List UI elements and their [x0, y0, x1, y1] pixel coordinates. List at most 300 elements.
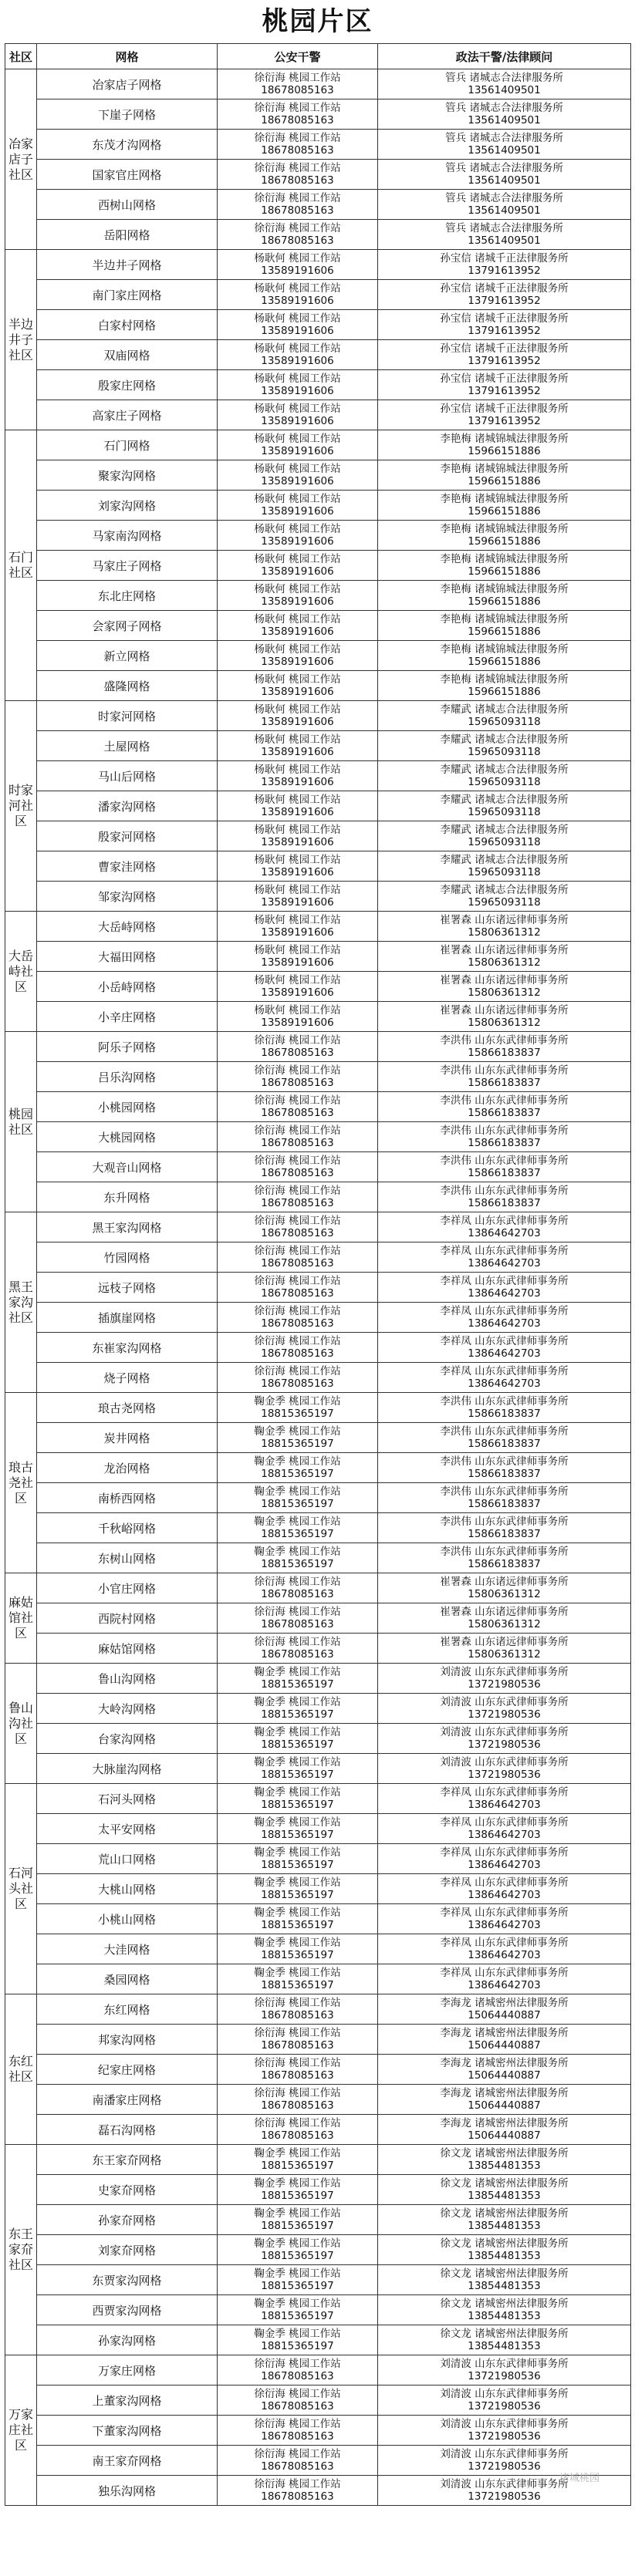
- legal-cell: [378, 99, 631, 130]
- table-row: [5, 1814, 631, 1844]
- table-row: [5, 2235, 631, 2265]
- police-cell: [218, 220, 378, 250]
- police-phone: 18678085163: [261, 1137, 334, 1149]
- legal-name: 孙宝信 诸城千正法律服务所: [440, 373, 569, 385]
- police-cell: [218, 2355, 378, 2385]
- grid-cell: 会家网子网格: [37, 611, 218, 641]
- police-phone: 18815365197: [261, 1859, 334, 1871]
- legal-name: 管兵 诸城志合法律服务所: [445, 222, 563, 234]
- police-name: 杨耿何 桃园工作站: [254, 733, 341, 746]
- police-cell: [218, 1242, 378, 1273]
- legal-phone: 15064440887: [468, 2009, 541, 2021]
- legal-name: 李海龙 诸城密州法律服务所: [440, 1997, 569, 2009]
- police-phone: 13589191606: [261, 686, 334, 698]
- police-name: 杨耿何 桃园工作站: [254, 252, 341, 265]
- police-cell: [218, 731, 378, 761]
- grid-cell: 台家沟网格: [37, 1724, 218, 1754]
- police-name: 徐衍海 桃园工作站: [254, 1245, 341, 1257]
- police-phone: 18678085163: [261, 204, 334, 217]
- legal-phone: 15966151886: [468, 505, 541, 518]
- legal-name: 李祥凤 山东东武律师事务所: [440, 1305, 569, 1317]
- legal-phone: 15866183837: [468, 1528, 541, 1540]
- legal-phone: 15064440887: [468, 2129, 541, 2142]
- police-phone: 18815365197: [261, 2250, 334, 2262]
- legal-name: 刘清波 山东东武律师事务所: [440, 2358, 569, 2370]
- legal-phone: 15965093118: [468, 896, 541, 909]
- legal-name: 李艳梅 诸城锦城法律服务所: [440, 553, 569, 565]
- community-cell: 冶家店子社区: [5, 69, 37, 250]
- police-name: 徐衍海 桃园工作站: [254, 132, 341, 144]
- police-cell: [218, 2385, 378, 2416]
- legal-name: 李艳梅 诸城锦城法律服务所: [440, 673, 569, 686]
- legal-cell: [378, 2355, 631, 2385]
- table-body: [5, 69, 631, 2506]
- police-phone: 18678085163: [261, 2460, 334, 2473]
- police-phone: 18815365197: [261, 2280, 334, 2292]
- police-name: 鞠金季 桃园工作站: [254, 1455, 341, 1468]
- legal-cell: [378, 340, 631, 370]
- table-header-row: [5, 44, 631, 69]
- header-community: 社区: [5, 44, 37, 69]
- police-name: 鞠金季 桃园工作站: [254, 1485, 341, 1498]
- legal-phone: 15965093118: [468, 746, 541, 758]
- police-phone: 18678085163: [261, 2099, 334, 2112]
- police-name: 杨耿何 桃园工作站: [254, 764, 341, 776]
- legal-phone: 13854481353: [468, 2250, 541, 2262]
- table-row: [5, 1062, 631, 1092]
- table-row: [5, 1182, 631, 1212]
- legal-phone: 15806361312: [468, 986, 541, 999]
- police-phone: 18815365197: [261, 1468, 334, 1480]
- table-row: [5, 1934, 631, 1964]
- legal-cell: [378, 491, 631, 521]
- police-cell: [218, 1122, 378, 1152]
- legal-name: 李艳梅 诸城锦城法律服务所: [440, 523, 569, 535]
- legal-name: 徐文龙 诸城密州法律服务所: [440, 2267, 569, 2280]
- community-cell: 时家河社区: [5, 701, 37, 912]
- legal-phone: 13864642703: [468, 1227, 541, 1239]
- police-name: 杨耿何 桃园工作站: [254, 944, 341, 956]
- legal-name: 李祥凤 山东东武律师事务所: [440, 1907, 569, 1919]
- police-cell: [218, 2055, 378, 2085]
- police-cell: [218, 521, 378, 551]
- table-row: [5, 1453, 631, 1483]
- police-name: 鞠金季 桃园工作站: [254, 1967, 341, 1979]
- legal-name: 徐文龙 诸城密州法律服务所: [440, 2237, 569, 2250]
- table-row: [5, 942, 631, 972]
- grid-cell: 西树山网格: [37, 190, 218, 220]
- police-phone: 18678085163: [261, 84, 334, 96]
- table-row: [5, 761, 631, 791]
- police-cell: [218, 1664, 378, 1694]
- legal-name: 李艳梅 诸城锦城法律服务所: [440, 463, 569, 475]
- police-phone: 13589191606: [261, 866, 334, 878]
- table-row: [5, 1032, 631, 1062]
- grid-cell: 南桥西网格: [37, 1483, 218, 1513]
- table-row: [5, 280, 631, 310]
- table-row: [5, 731, 631, 761]
- table-row: [5, 2476, 631, 2506]
- police-phone: 18815365197: [261, 1979, 334, 1991]
- legal-name: 徐文龙 诸城密州法律服务所: [440, 2207, 569, 2220]
- legal-name: 孙宝信 诸城千正法律服务所: [440, 403, 569, 415]
- grid-cell: 马家南沟网格: [37, 521, 218, 551]
- police-cell: [218, 1784, 378, 1814]
- table-row: [5, 1092, 631, 1122]
- grid-cell: 磊石沟网格: [37, 2115, 218, 2145]
- table-row: [5, 1393, 631, 1423]
- legal-cell: [378, 190, 631, 220]
- legal-name: 李海龙 诸城密州法律服务所: [440, 2117, 569, 2129]
- legal-phone: 15866183837: [468, 1167, 541, 1179]
- legal-cell: [378, 160, 631, 190]
- legal-name: 李祥凤 山东东武律师事务所: [440, 1215, 569, 1227]
- police-name: 杨耿何 桃园工作站: [254, 583, 341, 595]
- police-cell: [218, 160, 378, 190]
- police-phone: 18815365197: [261, 1678, 334, 1691]
- legal-name: 徐文龙 诸城密州法律服务所: [440, 2177, 569, 2190]
- police-cell: [218, 1423, 378, 1453]
- table-row: [5, 1634, 631, 1664]
- grid-cell: 西院村网格: [37, 1603, 218, 1634]
- community-cell: 万家庄社区: [5, 2355, 37, 2506]
- legal-phone: 15806361312: [468, 926, 541, 939]
- police-cell: [218, 671, 378, 701]
- table-row: [5, 1994, 631, 2025]
- table-row: [5, 1333, 631, 1363]
- grid-cell: 石河头网格: [37, 1784, 218, 1814]
- grid-cell: 半边井子网格: [37, 250, 218, 280]
- legal-cell: [378, 2385, 631, 2416]
- legal-cell: [378, 1724, 631, 1754]
- police-phone: 13589191606: [261, 265, 334, 277]
- grid-cell: 白家村网格: [37, 310, 218, 340]
- community-cell: 石河头社区: [5, 1784, 37, 1994]
- police-cell: [218, 400, 378, 430]
- grid-cell: 荒山口网格: [37, 1844, 218, 1874]
- legal-name: 李祥凤 山东东武律师事务所: [440, 1275, 569, 1287]
- police-phone: 18815365197: [261, 2220, 334, 2232]
- grid-cell: 大观音山网格: [37, 1152, 218, 1182]
- table-row: [5, 2205, 631, 2235]
- table-row: [5, 1573, 631, 1603]
- legal-phone: 15866183837: [468, 1468, 541, 1480]
- police-phone: 13589191606: [261, 956, 334, 969]
- police-cell: [218, 1453, 378, 1483]
- legal-name: 李耀武 诸城志合法律服务所: [440, 824, 569, 836]
- police-phone: 18815365197: [261, 1408, 334, 1420]
- police-phone: 18678085163: [261, 1047, 334, 1059]
- police-name: 鞠金季 桃园工作站: [254, 1937, 341, 1949]
- police-cell: [218, 942, 378, 972]
- grid-cell: 大脉崖沟网格: [37, 1754, 218, 1784]
- table-row: [5, 2085, 631, 2115]
- legal-phone: 15966151886: [468, 565, 541, 578]
- legal-cell: [378, 430, 631, 460]
- grid-cell: 曹家洼网格: [37, 851, 218, 882]
- table-row: [5, 2325, 631, 2355]
- police-cell: [218, 250, 378, 280]
- legal-cell: [378, 1603, 631, 1634]
- police-name: 徐衍海 桃园工作站: [254, 222, 341, 234]
- police-cell: [218, 1844, 378, 1874]
- police-phone: 13589191606: [261, 716, 334, 728]
- police-cell: [218, 1002, 378, 1032]
- community-cell: 琅古尧社区: [5, 1393, 37, 1573]
- legal-cell: [378, 280, 631, 310]
- table-row: [5, 2446, 631, 2476]
- legal-cell: [378, 611, 631, 641]
- table-row: [5, 2025, 631, 2055]
- police-name: 徐衍海 桃园工作站: [254, 1997, 341, 2009]
- police-cell: [218, 1754, 378, 1784]
- legal-phone: 13721980536: [468, 1678, 541, 1691]
- police-phone: 18678085163: [261, 2430, 334, 2443]
- police-cell: [218, 130, 378, 160]
- police-phone: 13589191606: [261, 986, 334, 999]
- grid-cell: 南王家夼网格: [37, 2446, 218, 2476]
- legal-name: 管兵 诸城志合法律服务所: [445, 132, 563, 144]
- legal-phone: 15966151886: [468, 625, 541, 638]
- legal-phone: 15965093118: [468, 866, 541, 878]
- police-name: 鞠金季 桃园工作站: [254, 1666, 341, 1678]
- table-row: [5, 851, 631, 882]
- community-cell: 大岳峙社区: [5, 912, 37, 1032]
- table-row: [5, 1483, 631, 1513]
- legal-name: 李洪伟 山东东武律师事务所: [440, 1395, 569, 1408]
- grid-cell: 千秋峪网格: [37, 1513, 218, 1543]
- legal-phone: 15966151886: [468, 535, 541, 548]
- grid-cell: 新立网格: [37, 641, 218, 671]
- legal-name: 李艳梅 诸城锦城法律服务所: [440, 433, 569, 445]
- police-cell: [218, 69, 378, 99]
- police-phone: 13589191606: [261, 625, 334, 638]
- grid-cell: 大洼网格: [37, 1934, 218, 1964]
- table-row: [5, 821, 631, 851]
- police-name: 鞠金季 桃园工作站: [254, 1846, 341, 1859]
- police-name: 徐衍海 桃园工作站: [254, 1576, 341, 1588]
- police-phone: 18678085163: [261, 1317, 334, 1330]
- legal-phone: 13864642703: [468, 1287, 541, 1300]
- legal-cell: [378, 1934, 631, 1964]
- police-cell: [218, 99, 378, 130]
- legal-cell: [378, 2145, 631, 2175]
- police-cell: [218, 190, 378, 220]
- police-name: 杨耿何 桃园工作站: [254, 342, 341, 355]
- police-name: 杨耿何 桃园工作站: [254, 643, 341, 656]
- police-name: 杨耿何 桃园工作站: [254, 373, 341, 385]
- grid-cell: 孙家夼网格: [37, 2205, 218, 2235]
- legal-name: 孙宝信 诸城千正法律服务所: [440, 312, 569, 325]
- legal-phone: 13854481353: [468, 2310, 541, 2322]
- table-row: [5, 882, 631, 912]
- police-cell: [218, 821, 378, 851]
- police-cell: [218, 1964, 378, 1994]
- legal-name: 徐文龙 诸城密州法律服务所: [440, 2147, 569, 2160]
- grid-cell: 远枝子网格: [37, 1273, 218, 1303]
- legal-phone: 13791613952: [468, 295, 541, 307]
- police-name: 徐衍海 桃园工作站: [254, 192, 341, 204]
- legal-name: 李祥凤 山东东武律师事务所: [440, 1816, 569, 1829]
- legal-name: 刘清波 山东东武律师事务所: [440, 2418, 569, 2430]
- legal-cell: [378, 1844, 631, 1874]
- police-phone: 13589191606: [261, 385, 334, 397]
- police-name: 杨耿何 桃园工作站: [254, 613, 341, 625]
- police-cell: [218, 2446, 378, 2476]
- grid-cell: 殷家庄网格: [37, 370, 218, 400]
- police-phone: 13589191606: [261, 415, 334, 427]
- legal-name: 刘清波 山东东武律师事务所: [440, 1696, 569, 1708]
- police-phone: 18678085163: [261, 2039, 334, 2052]
- police-name: 徐衍海 桃园工作站: [254, 1275, 341, 1287]
- table-row: [5, 1964, 631, 1994]
- police-cell: [218, 1603, 378, 1634]
- police-name: 杨耿何 桃园工作站: [254, 282, 341, 295]
- legal-name: 崔署森 山东诸远律师事务所: [440, 974, 569, 986]
- legal-phone: 13864642703: [468, 1317, 541, 1330]
- legal-phone: 15806361312: [468, 1618, 541, 1630]
- police-phone: 18678085163: [261, 114, 334, 126]
- police-name: 鞠金季 桃园工作站: [254, 1696, 341, 1708]
- table-row: [5, 2175, 631, 2205]
- grid-cell: 东茂才沟网格: [37, 130, 218, 160]
- police-cell: [218, 972, 378, 1002]
- police-phone: 18678085163: [261, 1257, 334, 1269]
- legal-phone: 13854481353: [468, 2220, 541, 2232]
- legal-cell: [378, 671, 631, 701]
- grid-cell: 黑王家沟网格: [37, 1212, 218, 1242]
- legal-cell: [378, 2416, 631, 2446]
- legal-phone: 15965093118: [468, 806, 541, 818]
- legal-name: 李洪伟 山东东武律师事务所: [440, 1155, 569, 1167]
- table-row: [5, 2355, 631, 2385]
- legal-phone: 13561409501: [468, 234, 541, 247]
- table-row: [5, 1754, 631, 1784]
- police-name: 鞠金季 桃园工作站: [254, 2177, 341, 2190]
- grid-cell: 小辛庄网格: [37, 1002, 218, 1032]
- police-name: 鞠金季 桃园工作站: [254, 2267, 341, 2280]
- legal-cell: [378, 1814, 631, 1844]
- legal-name: 李祥凤 山东东武律师事务所: [440, 1245, 569, 1257]
- legal-phone: 15866183837: [468, 1498, 541, 1510]
- legal-phone: 15966151886: [468, 445, 541, 457]
- grid-cell: 刘家沟网格: [37, 491, 218, 521]
- police-cell: [218, 2115, 378, 2145]
- legal-cell: [378, 2235, 631, 2265]
- grid-cell: 大桃山网格: [37, 1874, 218, 1904]
- table-row: [5, 2416, 631, 2446]
- legal-cell: [378, 1784, 631, 1814]
- police-cell: [218, 2085, 378, 2115]
- legal-cell: [378, 1152, 631, 1182]
- page-title: 桃园片区: [262, 6, 373, 37]
- grid-cell: 国家官庄网格: [37, 160, 218, 190]
- legal-name: 李洪伟 山东东武律师事务所: [440, 1485, 569, 1498]
- police-cell: [218, 1513, 378, 1543]
- legal-phone: 15806361312: [468, 1017, 541, 1029]
- legal-cell: [378, 400, 631, 430]
- police-cell: [218, 2476, 378, 2506]
- police-cell: [218, 430, 378, 460]
- police-phone: 18678085163: [261, 1287, 334, 1300]
- legal-name: 李洪伟 山东东武律师事务所: [440, 1425, 569, 1438]
- legal-cell: [378, 551, 631, 581]
- grid-cell: 东升网格: [37, 1182, 218, 1212]
- legal-phone: 13561409501: [468, 204, 541, 217]
- legal-phone: 13854481353: [468, 2160, 541, 2172]
- police-name: 徐衍海 桃园工作站: [254, 2027, 341, 2039]
- legal-name: 李耀武 诸城志合法律服务所: [440, 794, 569, 806]
- police-name: 杨耿何 桃园工作站: [254, 974, 341, 986]
- police-phone: 13589191606: [261, 355, 334, 367]
- legal-cell: [378, 1964, 631, 1994]
- legal-name: 李耀武 诸城志合法律服务所: [440, 703, 569, 716]
- legal-phone: 15966151886: [468, 656, 541, 668]
- legal-phone: 15965093118: [468, 776, 541, 788]
- table-row: [5, 1603, 631, 1634]
- grid-cell: 东崔家沟网格: [37, 1333, 218, 1363]
- police-name: 鞠金季 桃园工作站: [254, 1546, 341, 1558]
- police-cell: [218, 1333, 378, 1363]
- legal-cell: [378, 1393, 631, 1423]
- legal-phone: 13561409501: [468, 144, 541, 157]
- legal-phone: 15064440887: [468, 2039, 541, 2052]
- legal-phone: 13864642703: [468, 1829, 541, 1841]
- police-phone: 18678085163: [261, 2400, 334, 2412]
- legal-cell: [378, 1754, 631, 1784]
- legal-cell: [378, 1333, 631, 1363]
- legal-phone: 13791613952: [468, 415, 541, 427]
- police-name: 徐衍海 桃园工作站: [254, 2087, 341, 2099]
- table-row: [5, 2055, 631, 2085]
- legal-phone: 15866183837: [468, 1438, 541, 1450]
- grid-cell: 插旗崖网格: [37, 1303, 218, 1333]
- police-phone: 18815365197: [261, 1799, 334, 1811]
- police-phone: 18678085163: [261, 1648, 334, 1661]
- legal-cell: [378, 1664, 631, 1694]
- police-cell: [218, 912, 378, 942]
- police-cell: [218, 2325, 378, 2355]
- table-row: [5, 1423, 631, 1453]
- police-name: 徐衍海 桃园工作站: [254, 2358, 341, 2370]
- grid-cell: 下董家沟网格: [37, 2416, 218, 2446]
- legal-phone: 13864642703: [468, 1949, 541, 1961]
- table-row: [5, 340, 631, 370]
- police-cell: [218, 1303, 378, 1333]
- grid-cell: 麻姑馆网格: [37, 1634, 218, 1664]
- police-name: 鞠金季 桃园工作站: [254, 2237, 341, 2250]
- police-name: 鞠金季 桃园工作站: [254, 1395, 341, 1408]
- grid-cell: 土屋网格: [37, 731, 218, 761]
- grid-cell: 竹园网格: [37, 1242, 218, 1273]
- police-cell: [218, 701, 378, 731]
- table-row: [5, 1212, 631, 1242]
- police-phone: 18678085163: [261, 1377, 334, 1390]
- police-name: 鞠金季 桃园工作站: [254, 2298, 341, 2310]
- legal-name: 李祥凤 山东东武律师事务所: [440, 1335, 569, 1347]
- police-cell: [218, 1934, 378, 1964]
- legal-name: 崔署森 山东诸远律师事务所: [440, 914, 569, 926]
- table-row: [5, 551, 631, 581]
- grid-cell: 潘家沟网格: [37, 791, 218, 821]
- table-row: [5, 1724, 631, 1754]
- police-cell: [218, 460, 378, 491]
- legal-name: 李祥凤 山东东武律师事务所: [440, 1876, 569, 1889]
- legal-phone: 13721980536: [468, 2370, 541, 2382]
- grid-cell: 纪家庄网格: [37, 2055, 218, 2085]
- legal-phone: 15866183837: [468, 1107, 541, 1119]
- legal-cell: [378, 882, 631, 912]
